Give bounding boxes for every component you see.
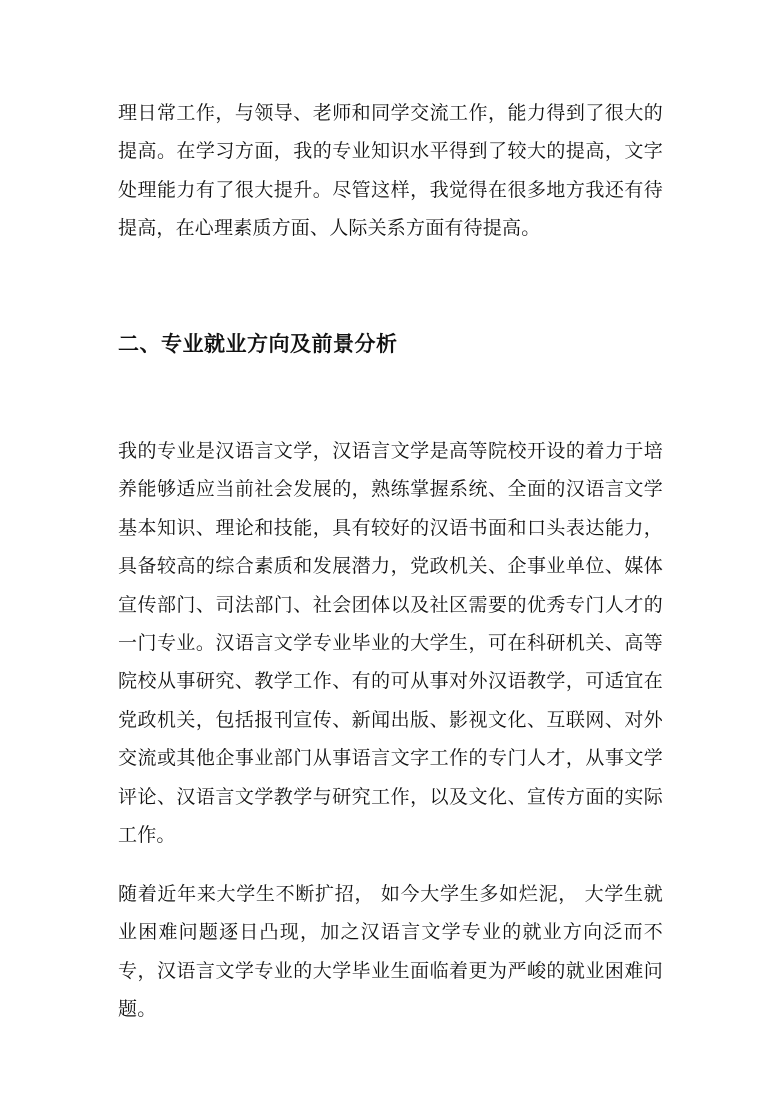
section-heading: 二、专业就业方向及前景分析 bbox=[118, 332, 398, 356]
paragraph-self-assessment: 理日常工作，与领导、老师和同学交流工作，能力得到了很大的提高。在学习方面，我的专业知识水平得到了较大的提高，文字处理能力有了很大提升。尽管这样，我觉得在很多地方我还有待提高，在心理素质方面、人际关系方面有待提高。 bbox=[118, 102, 663, 240]
paragraph-employment-outlook: 随着近年来大学生不断扩招， 如今大学生多如烂泥， 大学生就业困难问题逐日凸现，加之汉语言文学专业的就业方向泛而不专，汉语言文学专业的大学毕业生面临着更为严峻的就业困难问题。 bbox=[118, 883, 663, 1021]
paragraph-major-description: 我的专业是汉语言文学，汉语言文学是高等院校开设的着力于培养能够适应当前社会发展的，熟练掌握系统、全面的汉语言文学基本知识、理论和技能，具有较好的汉语书面和口头表达能力，具备较高的综合素质和发展潜力，党政机关、企事业单位、媒体宣传部门、司法部门、社会团体以及社区需要的优秀专门人才的一门专业。汉语言文学专业毕业的大学生，可在科研机关、高等院校从事研究、教学工作、有的可从事对外汉语教学，可适宜在党政机关，包括报刊宣传、新闻出版、影视文化、互联网、对外交流或其他企事业部门从事语言文字工作的专门人才，从事文学评论、汉语言文学教学与研究工作，以及文化、宣传方面的实际工作。 bbox=[118, 440, 663, 847]
